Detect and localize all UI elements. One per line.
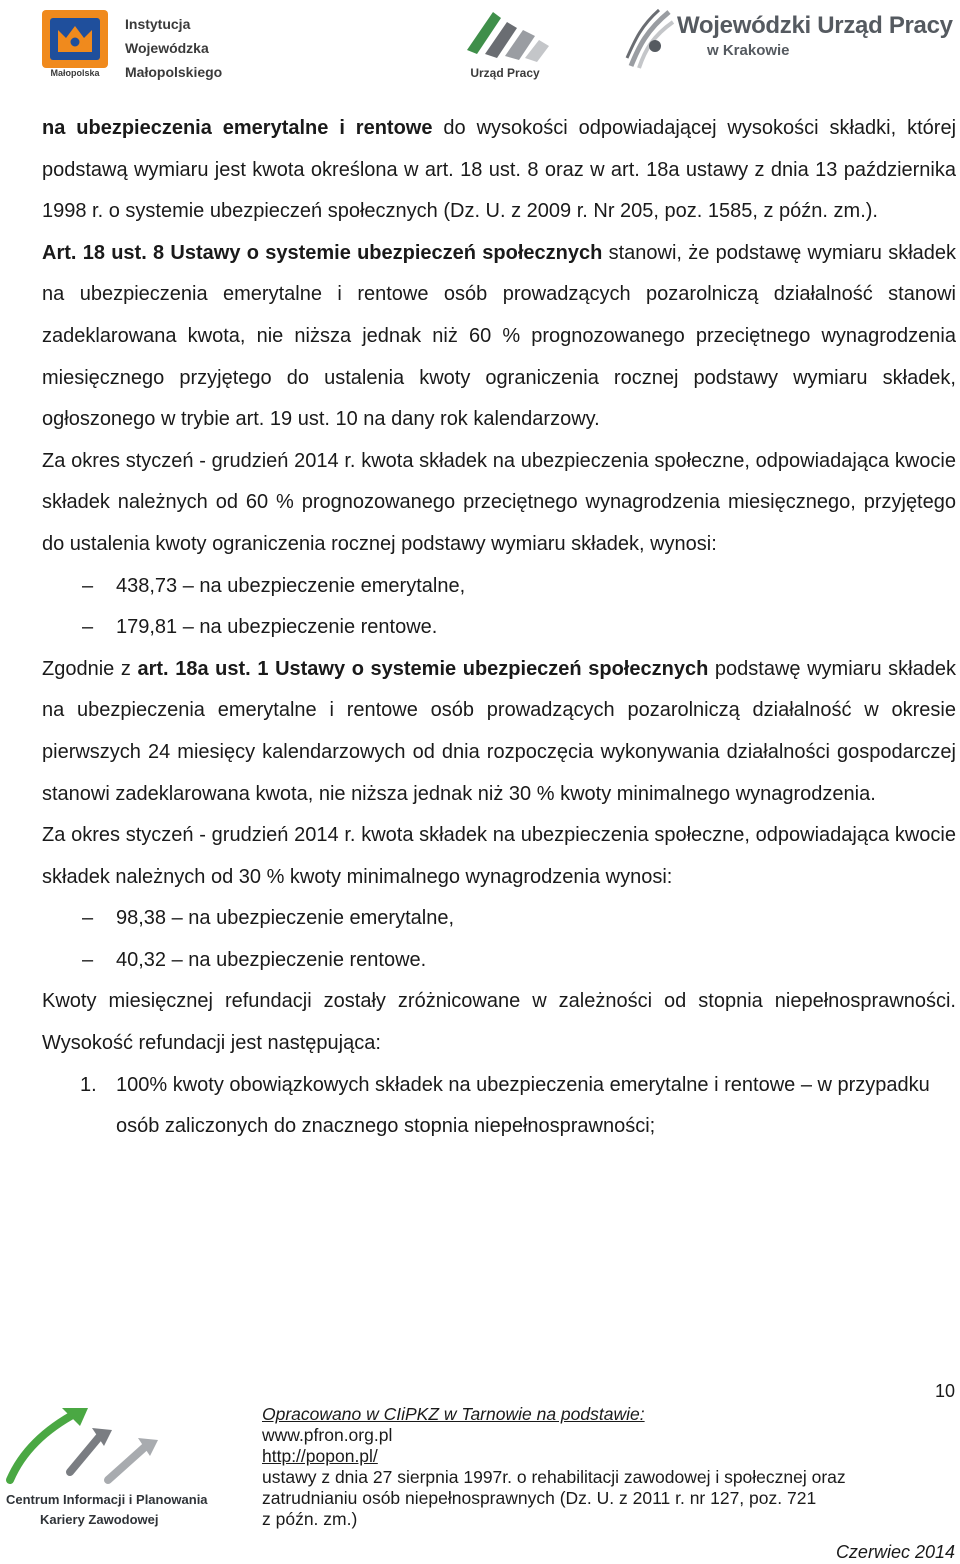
- ciipkz-name: [6, 1490, 208, 1530]
- paragraph-bold-lead: na ubezpieczenia emerytalne i rentowe: [42, 117, 433, 139]
- imp-name-line2: Wojewódzka: [125, 40, 209, 56]
- ciipkz-arrows-icon: [0, 1402, 190, 1488]
- wup-city: w Krakowie: [707, 42, 790, 59]
- law-reference-line1: ustawy z dnia 27 sierpnia 1997r. o rehabilitacji zawodowej i społecznej oraz: [262, 1467, 846, 1487]
- source-heading: Opracowano w CIiPKZ w Tarnowie na podstawie:: [262, 1404, 645, 1424]
- list-number: 1.: [80, 1073, 97, 1096]
- page-number: 10: [934, 1381, 955, 1401]
- law-reference-line2: zatrudnianiu osób niepełnosprawnych (Dz. U. z 2011 r. nr 127, poz. 721: [262, 1488, 817, 1508]
- paragraph-contribution-basis: [42, 108, 956, 233]
- dash-bullet: –: [82, 574, 94, 597]
- wup-name: Wojewódzki Urząd Pracy: [677, 12, 953, 39]
- paragraph-bold-lead: Art. 18 ust. 8 Ustawy o systemie ubezpieczeń społecznych: [42, 241, 603, 264]
- urzad-pracy-emblem-icon: [455, 4, 555, 66]
- numbered-list-item: [42, 1065, 956, 1148]
- urzad-pracy-caption: Urząd Pracy: [470, 66, 540, 80]
- paragraph-text: Zgodnie z: [42, 657, 138, 680]
- paragraph-text: do wysokości odpowiadającej wysokości składki, której podstawą wymiaru jest kwota określona w art. 18 ust. 8 oraz w art. 18a ustawy z dnia 13 października 1998 r. o systemie ubezpieczeń społecznych (Dz. U. z 2009 r. Nr 205, poz. 1585, z późn. zm.).: [42, 117, 957, 223]
- list-item: [42, 940, 956, 982]
- footer-sources: [262, 1404, 952, 1530]
- paragraph-refund-levels: Kwoty miesięcznej refundacji zostały zróżnicowane w zależności od stopnia niepełnosprawności. Wysokość refundacji jest następująca:: [42, 990, 956, 1055]
- paragraph-text: stanowi, że podstawę wymiaru składek na ubezpieczenia emerytalne i rentowe osób prowadzących pozarolniczą działalność stanowi zadeklarowana kwota, nie niższa jednak niż 60 % prognozowanego przeciętnego wynagrodzenia miesięcznego przyjętego do ustalenia kwoty ograniczenia rocznej podstawy wymiaru składek, ogłoszonego w trybie art. 19 ust. 10 na dany rok kalendarzowy.: [42, 241, 957, 431]
- list-item-text: 40,32 – na ubezpieczenie rentowe.: [116, 948, 427, 971]
- paragraph-art-18: [42, 233, 956, 441]
- list-item: [42, 898, 956, 940]
- paragraph-text: podstawę wymiaru składek na ubezpieczenia emerytalne i rentowe osób prowadzących pozarolniczą działalność w okresie pierwszych 24 miesięcy kalendarzowych od dnia rozpoczęcia wykonywania działalności gospodarczej stanowi zadeklarowana kwota, nie niższa jednak niż 30 % kwoty minimalnego wynagrodzenia.: [42, 657, 956, 805]
- dash-bullet: –: [82, 616, 94, 639]
- imp-caption: Małopolska: [50, 68, 100, 78]
- pfron-link[interactable]: www.pfron.org.pl: [262, 1425, 393, 1445]
- list-item-text: 100% kwoty obowiązkowych składek na ubezpieczenia emerytalne i rentowe – w przypadku osób zaliczonych do znacznego stopnia niepełnosprawności;: [116, 1073, 930, 1138]
- imp-emblem-icon: [40, 8, 110, 70]
- dash-bullet: –: [82, 907, 94, 930]
- list-item: [42, 566, 956, 608]
- dash-bullet: –: [82, 948, 94, 971]
- wup-emblem-icon: [625, 6, 677, 72]
- law-reference-line3: z późn. zm.): [262, 1509, 358, 1529]
- paragraph-amount-60: Za okres styczeń - grudzień 2014 r. kwota składek na ubezpieczenia społeczne, odpowiadająca kwocie składek należnych od 60 % prognozowanego przeciętnego wynagrodzenia miesięcznego, przyjętego do ustalenia kwoty ograniczenia rocznej podstawy wymiaru składek, wynosi:: [42, 449, 956, 555]
- ciipkz-name-line2: Kariery Zawodowej: [40, 1512, 159, 1527]
- imp-name-line1: Instytucja: [125, 16, 191, 32]
- urzad-pracy-logo: [455, 4, 570, 84]
- wup-krakow-logo: [625, 6, 955, 76]
- imp-malopolska-logo: [40, 8, 240, 83]
- list-item-text: 98,38 – na ubezpieczenie emerytalne,: [116, 907, 455, 930]
- paragraph-art-18a: [42, 649, 956, 815]
- ciipkz-logo: [0, 1402, 208, 1532]
- page-header: [0, 0, 960, 92]
- list-item-text: 438,73 – na ubezpieczenie emerytalne,: [116, 574, 466, 597]
- imp-name: [125, 12, 222, 84]
- popon-link[interactable]: http://popon.pl/: [262, 1446, 378, 1466]
- document-body: [42, 108, 956, 1148]
- ciipkz-name-line1: Centrum Informacji i Planowania: [6, 1492, 208, 1507]
- list-item-text: 179,81 – na ubezpieczenie rentowe.: [116, 616, 438, 639]
- document-date: Czerwiec 2014: [835, 1542, 955, 1562]
- imp-name-line3: Małopolskiego: [125, 64, 223, 80]
- paragraph-amount-30: Za okres styczeń - grudzień 2014 r. kwota składek na ubezpieczenia społeczne, odpowiadająca kwocie składek należnych od 30 % kwoty minimalnego wynagrodzenia wynosi:: [42, 824, 956, 888]
- paragraph-bold-lead: art. 18a ust. 1 Ustawy o systemie ubezpieczeń społecznych: [137, 657, 709, 680]
- list-item: [42, 607, 956, 649]
